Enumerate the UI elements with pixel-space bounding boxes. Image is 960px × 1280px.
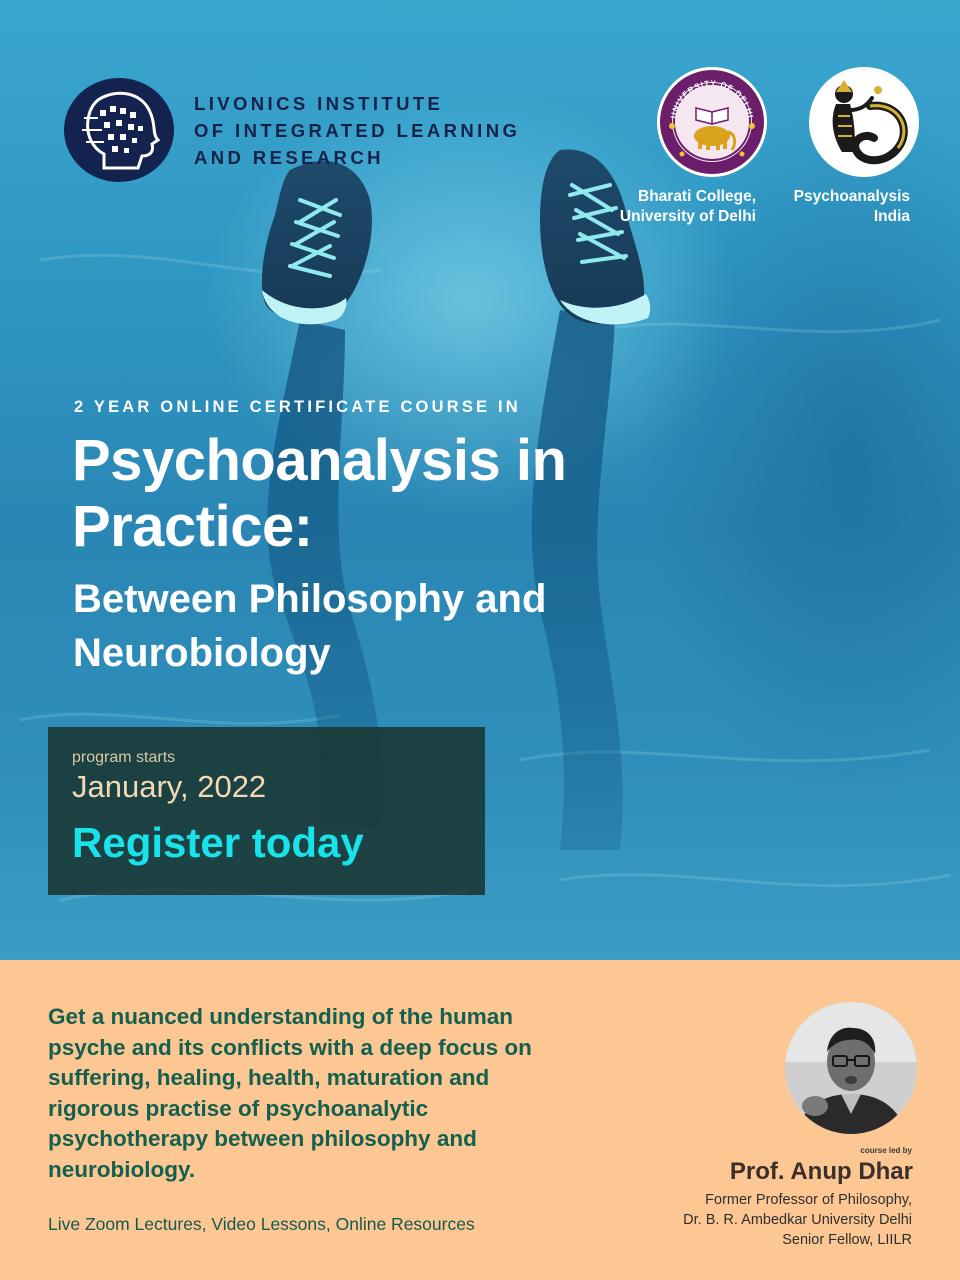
partner-caption-line: Psychoanalysis [793, 188, 910, 205]
right-shoe [540, 150, 650, 325]
info-section [0, 960, 960, 1280]
left-shoe [262, 161, 372, 324]
course-kicker: 2 YEAR ONLINE CERTIFICATE COURSE IN [74, 398, 521, 416]
course-description: Get a nuanced understanding of the human psyche and its conflicts with a deep focus on suffering, healing, health, maturation and rigorous practise of psychoanalytic psychotherapy between philosophy and neurobiology. [48, 1004, 532, 1182]
university-caption [596, 187, 756, 227]
course-title-line: Practice: [72, 494, 313, 559]
instructor-name: Prof. Anup Dhar [729, 1158, 913, 1185]
led-by-label: course led by [860, 1146, 912, 1155]
partner-caption-line: University of Delhi [619, 208, 756, 225]
institute-name-line: OF INTEGRATED LEARNING [194, 120, 521, 141]
course-subtitle-line: Between Philosophy and [73, 577, 547, 621]
institute-name-line: LIVONICS INSTITUTE [194, 93, 444, 114]
course-subtitle-line: Neurobiology [73, 631, 331, 675]
psychoanalysis-india-logo [808, 66, 920, 178]
partner-caption-line: India [873, 208, 910, 225]
course-features: Live Zoom Lectures, Video Lessons, Online Resources [48, 1214, 475, 1234]
register-button[interactable]: Register today [72, 819, 364, 866]
partner-caption-line: Bharati College, [638, 188, 756, 205]
psychoanalysis-india-caption [760, 187, 910, 227]
livonics-logo [64, 78, 174, 182]
course-title-line: Psychoanalysis in [72, 428, 567, 493]
course-title [72, 428, 792, 560]
instructor-role-line: Senior Fellow, LIILR [782, 1232, 912, 1248]
university-seal-icon [656, 66, 768, 178]
instructor-portrait-icon [785, 1002, 917, 1134]
instructor-avatar [785, 1002, 917, 1134]
program-start-label: program starts [72, 749, 176, 766]
deity-illustration-icon [808, 66, 920, 178]
seal-text: UNIVERSITY OF DELHI [669, 78, 755, 120]
instructor-role-line: Former Professor of Philosophy, [705, 1192, 912, 1208]
instructor-role [600, 1190, 912, 1250]
program-start-box [48, 727, 485, 895]
institute-name-line: AND RESEARCH [194, 147, 384, 168]
program-start-date: January, 2022 [72, 769, 267, 804]
instructor-role-line: Dr. B. R. Ambedkar University Delhi [683, 1212, 912, 1228]
course-subtitle [73, 572, 713, 680]
institute-name [194, 90, 574, 171]
university-seal-logo [656, 66, 768, 178]
head-circuit-icon [64, 78, 174, 182]
